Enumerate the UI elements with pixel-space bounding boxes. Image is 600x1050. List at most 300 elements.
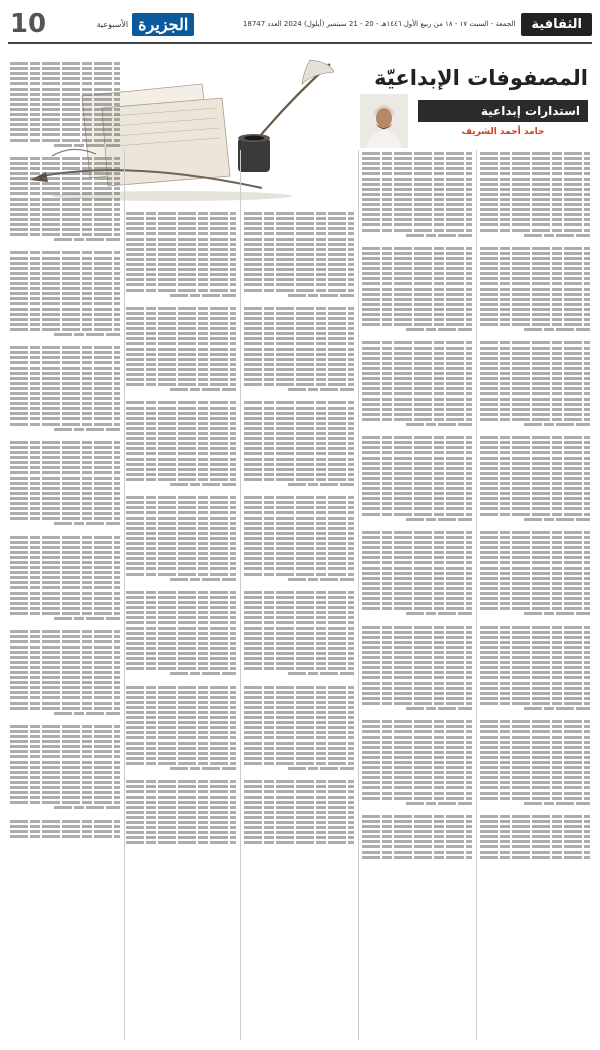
text-line	[126, 427, 236, 430]
text-line	[480, 183, 590, 186]
text-line	[126, 796, 236, 799]
text-line	[10, 82, 120, 85]
text-line	[362, 198, 472, 201]
text-line	[10, 666, 120, 669]
text-line	[480, 303, 590, 306]
text-line	[244, 757, 354, 760]
text-line	[480, 682, 590, 685]
text-line	[362, 262, 472, 265]
text-line	[244, 212, 354, 215]
text-line	[480, 697, 590, 700]
text-line	[362, 825, 472, 828]
text-line	[10, 377, 120, 380]
text-line	[10, 487, 120, 490]
text-line	[244, 437, 354, 440]
text-line	[244, 342, 354, 345]
text-line	[126, 542, 236, 545]
text-line	[362, 546, 472, 549]
text-line	[126, 826, 236, 829]
text-line	[362, 856, 472, 859]
text-line	[244, 841, 354, 844]
text-line	[244, 317, 354, 320]
text-line	[126, 801, 236, 804]
text-line	[126, 557, 236, 560]
text-line	[126, 742, 236, 745]
text-line	[480, 592, 590, 595]
text-line	[480, 341, 590, 344]
text-line	[480, 413, 590, 416]
text-line	[10, 313, 120, 316]
text-line	[126, 238, 236, 241]
text-line	[480, 357, 590, 360]
text-line	[480, 815, 590, 818]
text-line	[480, 671, 590, 674]
text-line	[244, 591, 354, 594]
text-line	[126, 637, 236, 640]
text-line	[10, 755, 120, 758]
text-line	[10, 507, 120, 510]
text-line	[480, 845, 590, 848]
text-line	[126, 721, 236, 724]
text-line	[362, 467, 472, 470]
text-line	[362, 446, 472, 449]
text-line	[10, 512, 120, 515]
text-line	[480, 352, 590, 355]
text-line	[244, 463, 354, 466]
text-line	[480, 631, 590, 634]
text-line	[10, 417, 120, 420]
text-line	[244, 337, 354, 340]
text-line	[10, 292, 120, 295]
text-line	[10, 502, 120, 505]
text-line	[480, 218, 590, 221]
text-line	[126, 243, 236, 246]
text-line	[480, 561, 590, 564]
text-line	[126, 401, 236, 404]
text-line	[244, 422, 354, 425]
text-line	[10, 735, 120, 738]
text-line	[126, 217, 236, 220]
text-line	[10, 93, 120, 96]
text-line	[244, 432, 354, 435]
text-line	[10, 128, 120, 131]
text-line	[244, 363, 354, 366]
text-line	[244, 706, 354, 709]
text-line	[10, 72, 120, 75]
text-line	[406, 612, 472, 615]
text-line	[406, 234, 472, 237]
text-line	[10, 367, 120, 370]
text-line	[362, 741, 472, 744]
text-line	[126, 373, 236, 376]
text-line	[126, 522, 236, 525]
text-line	[480, 692, 590, 695]
body-column-1	[480, 150, 590, 1040]
text-line	[244, 258, 354, 261]
text-line	[126, 327, 236, 330]
text-line	[362, 815, 472, 818]
text-line	[10, 62, 120, 65]
text-line	[244, 806, 354, 809]
text-line	[126, 378, 236, 381]
issue-date-line: الجمعة - السبت ١٧ - ١٨ من ربيع الأول ١٤٤٦هـ - 20 - 21 سبتمبر (أيلول) 2024 العدد 18747	[242, 20, 516, 28]
text-line	[244, 662, 354, 665]
text-line	[126, 811, 236, 814]
text-line	[10, 251, 120, 254]
text-line	[362, 372, 472, 375]
text-line	[362, 462, 472, 465]
text-line	[362, 536, 472, 539]
body-column-2	[362, 150, 472, 1040]
text-line	[244, 711, 354, 714]
text-line	[10, 272, 120, 275]
text-line	[480, 551, 590, 554]
text-line	[126, 437, 236, 440]
text-line	[524, 328, 590, 331]
text-line	[362, 651, 472, 654]
text-line	[480, 293, 590, 296]
text-line	[480, 392, 590, 395]
text-line	[480, 786, 590, 789]
text-line	[362, 167, 472, 170]
text-line	[480, 267, 590, 270]
text-line	[10, 477, 120, 480]
text-line	[480, 462, 590, 465]
text-line	[362, 840, 472, 843]
article-body	[10, 150, 590, 1040]
text-line	[10, 781, 120, 784]
text-line	[244, 836, 354, 839]
text-line	[244, 716, 354, 719]
text-line	[362, 203, 472, 206]
text-line	[480, 502, 590, 505]
text-line	[362, 671, 472, 674]
text-line	[480, 840, 590, 843]
header-rule	[8, 42, 592, 44]
text-line	[244, 447, 354, 450]
text-line	[362, 178, 472, 181]
text-line	[244, 785, 354, 788]
text-line	[480, 188, 590, 191]
text-line	[244, 542, 354, 545]
text-line	[362, 641, 472, 644]
text-line	[126, 752, 236, 755]
text-line	[362, 766, 472, 769]
text-line	[480, 178, 590, 181]
section-block	[243, 11, 592, 37]
text-line	[170, 294, 236, 297]
text-line	[126, 407, 236, 410]
text-line	[10, 361, 120, 364]
text-line	[244, 573, 354, 576]
text-line	[244, 811, 354, 814]
text-line	[10, 730, 120, 733]
text-line	[10, 192, 120, 195]
text-line	[10, 103, 120, 106]
text-line	[10, 661, 120, 664]
text-line	[126, 496, 236, 499]
text-line	[10, 461, 120, 464]
text-line	[10, 745, 120, 748]
text-line	[10, 602, 120, 605]
text-line	[244, 412, 354, 415]
text-line	[480, 282, 590, 285]
text-line	[126, 726, 236, 729]
text-line	[362, 188, 472, 191]
text-line	[244, 637, 354, 640]
text-line	[244, 468, 354, 471]
text-line	[10, 801, 120, 804]
text-line	[244, 227, 354, 230]
text-line	[244, 278, 354, 281]
text-line	[10, 482, 120, 485]
text-line	[10, 766, 120, 769]
text-line	[10, 671, 120, 674]
text-line	[126, 307, 236, 310]
text-line	[126, 632, 236, 635]
text-line	[362, 218, 472, 221]
text-line	[54, 712, 120, 715]
text-line	[480, 436, 590, 439]
text-line	[362, 157, 472, 160]
brand-logo: الجزيرة	[132, 13, 194, 36]
text-line	[54, 617, 120, 620]
text-line	[480, 446, 590, 449]
text-line	[126, 567, 236, 570]
text-line	[10, 651, 120, 654]
text-line	[244, 552, 354, 555]
text-line	[288, 483, 354, 486]
text-line	[362, 223, 472, 226]
text-line	[480, 820, 590, 823]
text-line	[362, 820, 472, 823]
text-line	[10, 635, 120, 638]
text-line	[10, 725, 120, 728]
text-line	[244, 696, 354, 699]
text-line	[244, 332, 354, 335]
text-line	[244, 283, 354, 286]
author-portrait	[360, 94, 408, 148]
text-line	[480, 556, 590, 559]
text-line	[10, 318, 120, 321]
text-line	[362, 626, 472, 629]
text-line	[362, 252, 472, 255]
text-line	[10, 607, 120, 610]
text-line	[362, 746, 472, 749]
text-line	[244, 506, 354, 509]
text-line	[480, 167, 590, 170]
text-line	[480, 308, 590, 311]
text-line	[480, 676, 590, 679]
text-line	[362, 323, 472, 326]
text-line	[480, 513, 590, 516]
text-line	[10, 262, 120, 265]
text-line	[362, 352, 472, 355]
page-number: 10	[9, 9, 47, 39]
text-line	[362, 436, 472, 439]
text-line	[126, 652, 236, 655]
text-line	[126, 562, 236, 565]
text-line	[10, 791, 120, 794]
text-line	[480, 298, 590, 301]
text-line	[362, 213, 472, 216]
text-line	[10, 387, 120, 390]
text-line	[10, 640, 120, 643]
text-line	[126, 253, 236, 256]
text-line	[362, 183, 472, 186]
text-line	[362, 636, 472, 639]
text-line	[126, 511, 236, 514]
text-line	[126, 248, 236, 251]
text-line	[362, 193, 472, 196]
text-line	[480, 835, 590, 838]
text-line	[362, 367, 472, 370]
text-line	[244, 762, 354, 765]
text-line	[244, 511, 354, 514]
text-line	[362, 318, 472, 321]
text-line	[54, 238, 120, 241]
text-line	[126, 363, 236, 366]
text-line	[288, 767, 354, 770]
text-line	[10, 571, 120, 574]
text-line	[362, 776, 472, 779]
text-line	[244, 238, 354, 241]
text-line	[362, 451, 472, 454]
text-line	[244, 273, 354, 276]
text-line	[362, 692, 472, 695]
text-line	[244, 232, 354, 235]
text-line	[244, 547, 354, 550]
text-line	[362, 293, 472, 296]
text-line	[244, 401, 354, 404]
text-line	[10, 776, 120, 779]
text-line	[480, 507, 590, 510]
text-line	[10, 407, 120, 410]
text-line	[362, 472, 472, 475]
text-line	[244, 831, 354, 834]
text-line	[126, 501, 236, 504]
text-line	[362, 247, 472, 250]
column-divider	[476, 150, 477, 1040]
text-line	[126, 322, 236, 325]
column-divider	[358, 150, 359, 1040]
text-line	[362, 792, 472, 795]
text-line	[362, 497, 472, 500]
text-line	[126, 458, 236, 461]
text-line	[10, 157, 120, 160]
text-line	[126, 348, 236, 351]
text-line	[126, 747, 236, 750]
text-line	[288, 388, 354, 391]
text-line	[10, 707, 120, 710]
text-line	[126, 227, 236, 230]
text-line	[480, 607, 590, 610]
text-line	[244, 567, 354, 570]
text-line	[480, 641, 590, 644]
text-line	[244, 417, 354, 420]
text-line	[244, 527, 354, 530]
text-line	[244, 816, 354, 819]
text-line	[244, 217, 354, 220]
text-line	[406, 707, 472, 710]
text-line	[10, 223, 120, 226]
text-line	[362, 162, 472, 165]
body-column-3	[244, 210, 354, 1040]
text-line	[10, 556, 120, 559]
text-line	[362, 771, 472, 774]
text-line	[480, 531, 590, 534]
text-line	[126, 317, 236, 320]
text-line	[480, 567, 590, 570]
body-column-4	[126, 210, 236, 1040]
text-line	[126, 780, 236, 783]
text-line	[10, 566, 120, 569]
text-line	[244, 621, 354, 624]
text-line	[480, 162, 590, 165]
text-line	[480, 198, 590, 201]
text-line	[10, 397, 120, 400]
text-line	[480, 229, 590, 232]
text-line	[480, 382, 590, 385]
text-line	[480, 725, 590, 728]
text-line	[480, 347, 590, 350]
text-line	[362, 551, 472, 554]
text-line	[10, 423, 120, 426]
text-line	[244, 606, 354, 609]
text-line	[362, 492, 472, 495]
text-line	[480, 193, 590, 196]
text-line	[362, 761, 472, 764]
text-line	[10, 612, 120, 615]
text-line	[244, 532, 354, 535]
text-line	[126, 662, 236, 665]
text-line	[10, 277, 120, 280]
text-line	[126, 268, 236, 271]
text-line	[126, 836, 236, 839]
text-line	[244, 726, 354, 729]
text-line	[524, 802, 590, 805]
text-line	[126, 432, 236, 435]
text-line	[362, 441, 472, 444]
text-line	[126, 232, 236, 235]
text-line	[524, 234, 590, 237]
text-line	[480, 487, 590, 490]
text-line	[126, 667, 236, 670]
text-line	[362, 482, 472, 485]
text-line	[126, 686, 236, 689]
text-line	[126, 573, 236, 576]
text-line	[480, 272, 590, 275]
text-line	[10, 471, 120, 474]
text-line	[244, 327, 354, 330]
text-line	[10, 691, 120, 694]
text-line	[10, 451, 120, 454]
text-line	[170, 388, 236, 391]
text-line	[362, 730, 472, 733]
text-line	[244, 801, 354, 804]
text-line	[10, 67, 120, 70]
text-line	[244, 642, 354, 645]
text-line	[480, 851, 590, 854]
text-line	[362, 507, 472, 510]
text-line	[10, 517, 120, 520]
text-line	[480, 318, 590, 321]
text-line	[10, 213, 120, 216]
text-line	[362, 697, 472, 700]
text-line	[480, 247, 590, 250]
text-line	[480, 377, 590, 380]
text-line	[480, 856, 590, 859]
